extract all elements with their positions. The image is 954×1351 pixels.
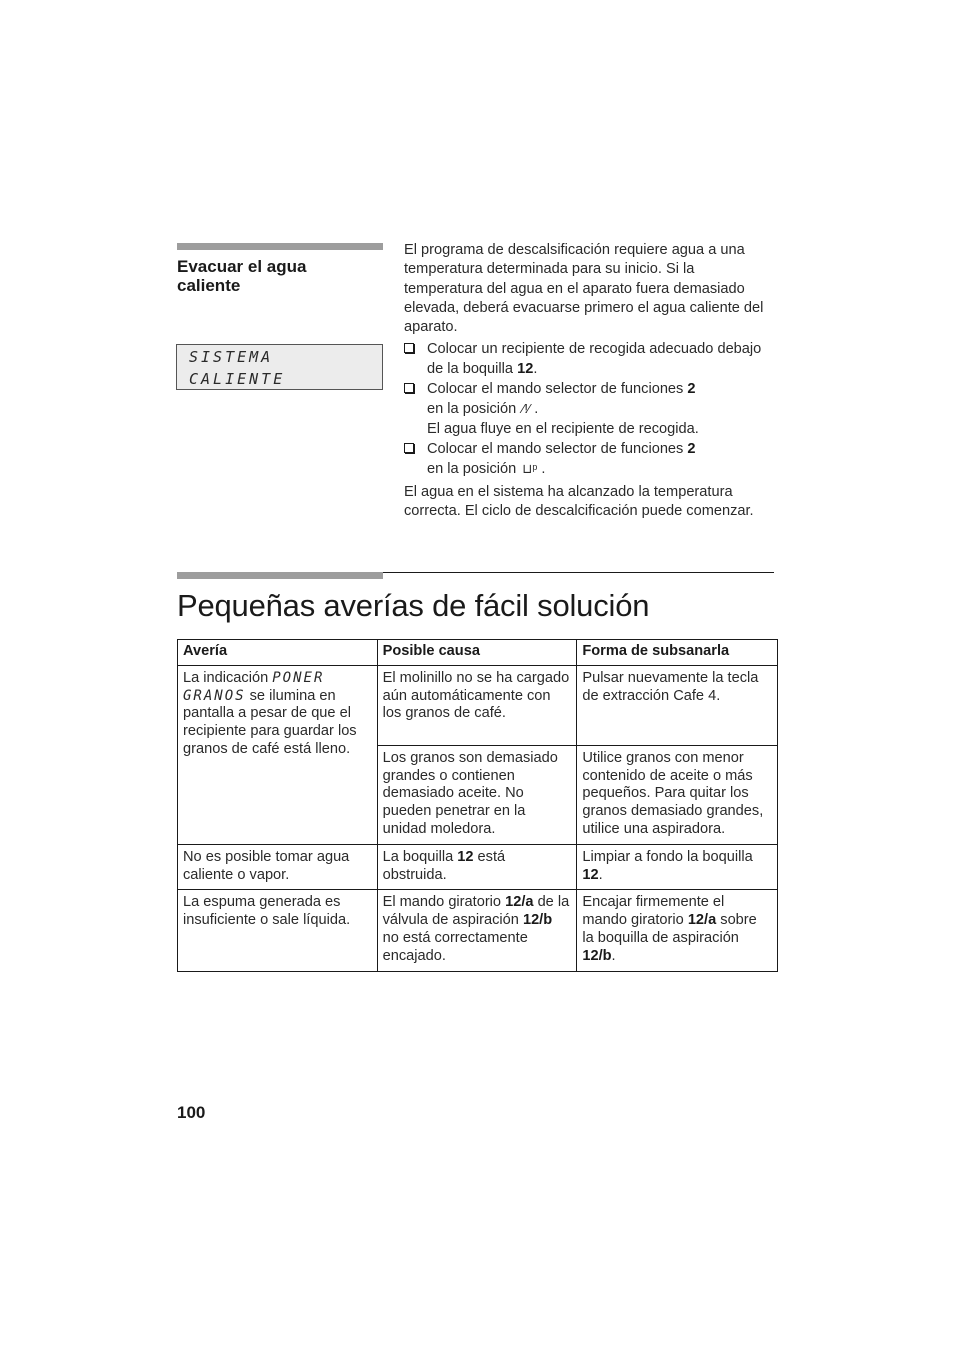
cause-cell: La boquilla 12 está obstruida. bbox=[377, 844, 577, 890]
lcd-inline-text: PONER bbox=[272, 669, 325, 686]
step-note: El agua fluye en el recipiente de recogida. bbox=[427, 420, 699, 437]
cafe-key-label: Cafe bbox=[673, 687, 705, 704]
table-row bbox=[178, 890, 778, 971]
column-header: Forma de subsanarla bbox=[577, 640, 778, 666]
checkbox-bullet-icon bbox=[404, 383, 414, 393]
fix-cell: Pulsar nuevamente la tecla de extracción Cafe 4. bbox=[577, 665, 778, 745]
fault-cell: La indicación PONER GRANOS se ilumina en pantalla a pesar de que el recipiente para guardar los granos de café está lleno. bbox=[178, 665, 378, 844]
cause-cell: El mando giratorio 12/a de la válvula de aspiración 12/b no está correctamente encajado. bbox=[377, 890, 577, 971]
intro-paragraph: El programa de descalsificación requiere agua a una temperatura determinada para su inicio. Si la temperatura del agua en el aparato fuera demasiado elevada, deberá evacuarse primero el agua caliente del aparato. bbox=[404, 242, 764, 336]
section-body bbox=[404, 241, 764, 521]
fault-cell: No es posible tomar agua caliente o vapor. bbox=[178, 844, 378, 890]
title-divider-bar bbox=[177, 572, 383, 579]
column-header: Posible causa bbox=[377, 640, 577, 666]
checkbox-bullet-icon bbox=[404, 343, 414, 353]
fix-cell: Utilice granos con menor contenido de aceite o más pequeños. Para quitar los granos demasiado grandes, utilice una aspiradora. bbox=[577, 745, 778, 844]
page-title: Pequeñas averías de fácil solución bbox=[177, 588, 650, 623]
cup-position-icon: ⊔ᵖ bbox=[522, 461, 538, 477]
section-divider-bar bbox=[177, 243, 383, 250]
step-item: Colocar el mando selector de funciones 2 en la posición ⊔ᵖ . bbox=[404, 440, 764, 480]
step-item: Colocar un recipiente de recogida adecuado debajo de la boquilla 12. bbox=[404, 340, 764, 379]
cause-cell: Los granos son demasiado grandes o contienen demasiado aceite. No pueden penetrar en la unidad moledora. bbox=[377, 745, 577, 844]
cause-cell: El molinillo no se ha cargado aún automáticamente con los granos de café. bbox=[377, 665, 577, 745]
column-header: Avería bbox=[178, 640, 378, 666]
fix-cell: Encajar firmemente el mando giratorio 12/a sobre la boquilla de aspiración 12/b. bbox=[577, 890, 778, 971]
lcd-line-2: CALIENTE bbox=[189, 370, 286, 388]
fault-cell: La espuma generada es insuficiente o sale líquida. bbox=[178, 890, 378, 971]
fix-cell: Limpiar a fondo la boquilla 12. bbox=[577, 844, 778, 890]
title-divider-rule bbox=[383, 572, 774, 573]
troubleshooting-table bbox=[177, 639, 778, 972]
checkbox-bullet-icon bbox=[404, 443, 414, 453]
step-list bbox=[404, 340, 764, 479]
table-row bbox=[178, 665, 778, 745]
lcd-display bbox=[176, 344, 383, 390]
table-row bbox=[178, 844, 778, 890]
section-heading: Evacuar el agua caliente bbox=[177, 257, 307, 295]
outro-paragraph: El agua en el sistema ha alcanzado la temperatura correcta. El ciclo de descalcificación puede comenzar. bbox=[404, 483, 754, 519]
lcd-inline-text: GRANOS bbox=[183, 687, 246, 704]
page-number: 100 bbox=[177, 1103, 206, 1122]
steam-position-icon: ⁄!⁄ bbox=[522, 401, 531, 417]
table-header-row bbox=[178, 640, 778, 666]
step-item: Colocar el mando selector de funciones 2 en la posición ⁄!⁄ . El agua fluye en el recipiente de recogida. bbox=[404, 380, 764, 439]
lcd-line-1: SISTEMA bbox=[189, 348, 274, 366]
